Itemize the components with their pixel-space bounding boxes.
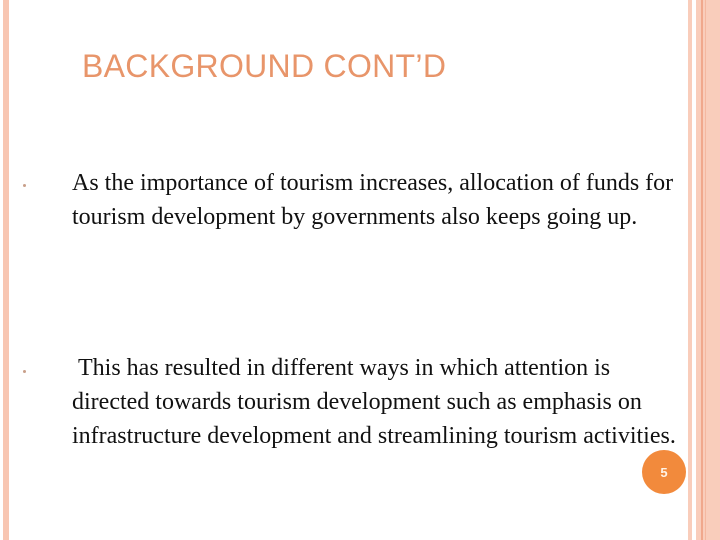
right-border-line bbox=[701, 0, 703, 540]
slide-title: BACKGROUND CONT’D bbox=[82, 48, 447, 84]
right-border-line bbox=[705, 0, 706, 540]
bullet-dot-icon bbox=[23, 184, 26, 187]
left-border-stripe bbox=[3, 0, 9, 540]
bullet-text: This has resulted in different ways in which attention is directed towards tourism development such as emphasis on infrastructure development and streamlining tourism activities. bbox=[72, 355, 676, 449]
bullet-dot-icon bbox=[23, 370, 26, 373]
page-number-badge: 5 bbox=[642, 450, 686, 494]
right-border-stripe bbox=[688, 0, 692, 540]
right-border-band bbox=[696, 0, 720, 540]
bullet-text: As the importance of tourism increases, allocation of funds for tourism development by governments also keeps going up. bbox=[72, 170, 674, 230]
